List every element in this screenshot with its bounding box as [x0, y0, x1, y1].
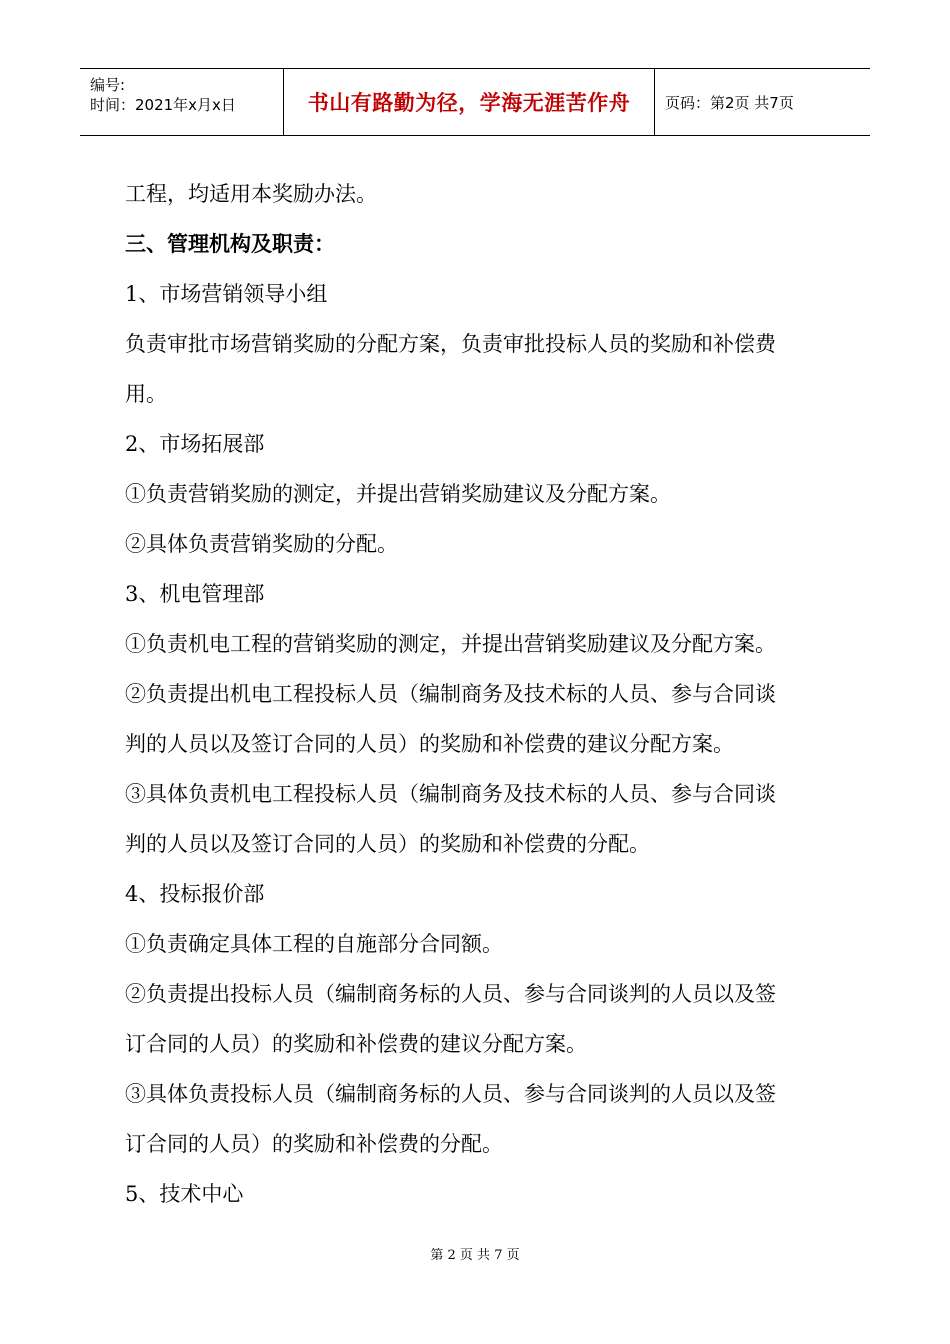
- header-page-info: 页码：第2页 共7页: [665, 93, 794, 112]
- paragraph-line: 用。: [125, 382, 167, 406]
- page-header: [80, 68, 870, 136]
- paragraph-line: 判的人员以及签订合同的人员）的奖励和补偿费的分配。: [125, 832, 650, 856]
- page-footer: 第 2 页 共 7 页: [430, 1248, 520, 1263]
- section-heading: 三、管理机构及职责：: [125, 231, 335, 256]
- document-time-label: 时间：2021年x月x日: [90, 96, 236, 114]
- header-motto: 书山有路勤为径，学海无涯苦作舟: [283, 69, 655, 135]
- paragraph-line: ③具体负责机电工程投标人员（编制商务及技术标的人员、参与合同谈: [125, 782, 776, 806]
- subsection-heading: 1、市场营销领导小组: [125, 282, 328, 306]
- paragraph-line: ②具体负责营销奖励的分配。: [125, 532, 398, 556]
- subsection-heading: 5、技术中心: [125, 1182, 244, 1206]
- document-number-label: 编号:: [90, 76, 126, 94]
- subsection-heading: 2、市场拓展部: [125, 432, 265, 456]
- subsection-heading: 4、投标报价部: [125, 882, 265, 906]
- paragraph-line: ③具体负责投标人员（编制商务标的人员、参与合同谈判的人员以及签: [125, 1082, 776, 1106]
- paragraph-line: 负责审批市场营销奖励的分配方案，负责审批投标人员的奖励和补偿费: [125, 332, 776, 356]
- document-body: [125, 172, 835, 1222]
- header-meta: [80, 69, 283, 135]
- paragraph-line: ①负责营销奖励的测定，并提出营销奖励建议及分配方案。: [125, 482, 671, 506]
- paragraph-line: 工程，均适用本奖励办法。: [125, 182, 377, 206]
- paragraph-line: ②负责提出机电工程投标人员（编制商务及技术标的人员、参与合同谈: [125, 682, 776, 706]
- paragraph-line: 订合同的人员）的奖励和补偿费的建议分配方案。: [125, 1032, 587, 1056]
- paragraph-line: ②负责提出投标人员（编制商务标的人员、参与合同谈判的人员以及签: [125, 982, 776, 1006]
- paragraph-line: ①负责机电工程的营销奖励的测定，并提出营销奖励建议及分配方案。: [125, 632, 776, 656]
- paragraph-line: 判的人员以及签订合同的人员）的奖励和补偿费的建议分配方案。: [125, 732, 734, 756]
- subsection-heading: 3、机电管理部: [125, 582, 265, 606]
- paragraph-line: ①负责确定具体工程的自施部分合同额。: [125, 932, 503, 956]
- paragraph-line: 订合同的人员）的奖励和补偿费的分配。: [125, 1132, 503, 1156]
